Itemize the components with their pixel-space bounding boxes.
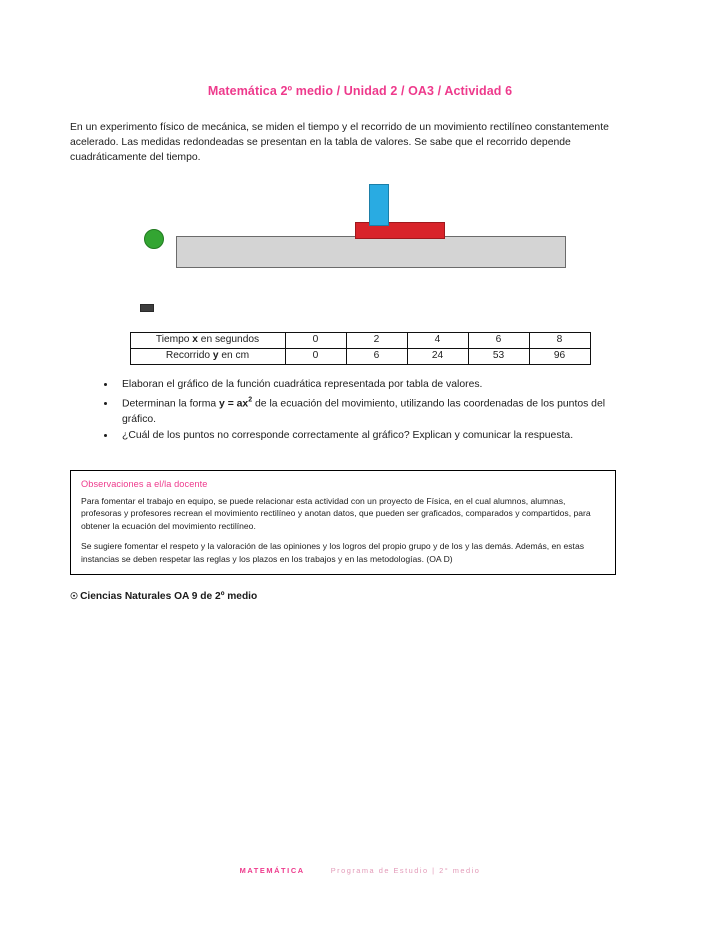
intro-paragraph: En un experimento físico de mecánica, se miden el tiempo y el recorrido de un movimiento rectilíneo constantemente acelerado. Las medidas redondeadas se presentan en la tabla de valores. Se sabe que el recorrido depende cuadráticamente del tiempo. bbox=[70, 122, 609, 164]
table-cell: 0 bbox=[285, 348, 346, 364]
green-ball-shape bbox=[144, 229, 164, 249]
row-label-variable: y bbox=[212, 350, 219, 362]
teacher-observations-box bbox=[70, 470, 616, 575]
table-cell: 24 bbox=[407, 348, 468, 364]
table-cell: 6 bbox=[468, 332, 529, 348]
cross-reference-note bbox=[70, 591, 648, 602]
values-table-wrapper bbox=[72, 332, 648, 365]
task-formula: y = ax bbox=[219, 398, 249, 410]
table-cell: 2 bbox=[346, 332, 407, 348]
table-row bbox=[130, 332, 590, 348]
row-label-pre: Tiempo bbox=[155, 334, 193, 346]
table-cell: 53 bbox=[468, 348, 529, 364]
task-list bbox=[72, 377, 636, 444]
footer-meta: Programa de Estudio | 2° medio bbox=[330, 866, 481, 875]
table-cell: 4 bbox=[407, 332, 468, 348]
globe-icon: ☉ bbox=[70, 590, 79, 601]
row-label-post: en cm bbox=[218, 350, 250, 362]
blue-bar-shape bbox=[369, 184, 389, 226]
task-text: ¿Cuál de los puntos no corresponde correctamente al gráfico? Explican y comunicar la respuesta. bbox=[122, 430, 574, 442]
cross-reference-text: Ciencias Naturales OA 9 de 2º medio bbox=[80, 590, 258, 602]
row-label-post: en segundos bbox=[197, 334, 260, 346]
table-cell: 0 bbox=[285, 332, 346, 348]
task-formula-exponent: 2 bbox=[248, 397, 253, 405]
table-row-label bbox=[130, 332, 285, 348]
footer-brand: MATEMÁTICA bbox=[239, 866, 305, 875]
list-item bbox=[116, 393, 636, 427]
table-row bbox=[130, 348, 590, 364]
observations-paragraph: Se sugiere fomentar el respeto y la valoración de las opiniones y los logros del propio grupo y de los y las demás. Además, en estas instancias se deben respetar las reglas y los plazos en los trabajos y en las metodologías. (OA D) bbox=[81, 541, 585, 565]
small-marker-shape bbox=[140, 304, 154, 312]
task-text: Elaboran el gráfico de la función cuadrática representada por tabla de valores. bbox=[122, 378, 483, 390]
values-table bbox=[130, 332, 591, 365]
task-text-pre: Determinan la forma bbox=[122, 398, 220, 410]
table-cell: 8 bbox=[529, 332, 590, 348]
list-item bbox=[116, 428, 636, 443]
observations-paragraph: Para fomentar el trabajo en equipo, se puede relacionar esta actividad con un proyecto de Física, en el cual alumnos, alumnas, profesoras y profesores recrean el movimiento rectilíneo y anotan datos, que pueden ser graficados, comparados y compartidos, para obtener la ecuación del movimiento rectilíneo. bbox=[81, 495, 591, 531]
observations-title: Observaciones a el/la docente bbox=[81, 478, 208, 489]
experiment-illustration bbox=[72, 176, 648, 326]
ramp-shape bbox=[176, 236, 566, 268]
table-cell: 96 bbox=[529, 348, 590, 364]
row-label-variable: x bbox=[192, 334, 198, 346]
list-item bbox=[116, 377, 636, 392]
table-cell: 6 bbox=[346, 348, 407, 364]
page-title: Matemática 2º medio / Unidad 2 / OA3 / Actividad 6 bbox=[207, 84, 513, 98]
table-row-label bbox=[130, 348, 285, 364]
task-text-post: de la ecuación del movimiento, utilizando las coordenadas de los puntos del gráfico. bbox=[122, 398, 606, 425]
page-footer bbox=[0, 866, 720, 875]
row-label-pre: Recorrido bbox=[165, 350, 213, 362]
